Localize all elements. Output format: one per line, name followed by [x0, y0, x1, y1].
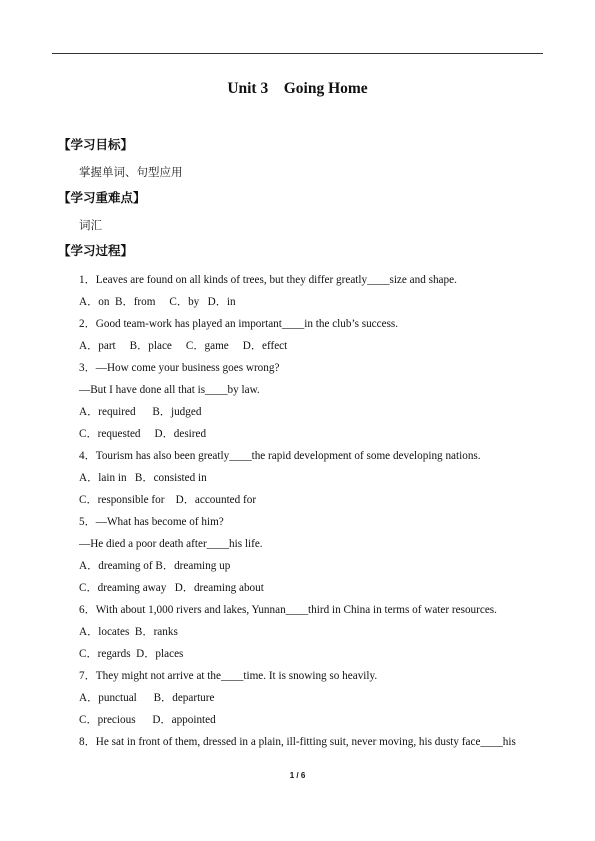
page-number: 1 / 6	[289, 771, 306, 780]
section-text-goals: 掌握单词、句型应用	[79, 165, 183, 179]
exercise-list	[79, 272, 516, 756]
exercise-line: A．required B．judged	[79, 406, 202, 418]
exercise-line: 7．They might not arrive at the____time. It is snowing so heavily.	[79, 670, 378, 682]
exercise-line: 6．With about 1,000 rivers and lakes, Yunnan____third in China in terms of water resources.	[79, 604, 497, 616]
exercise-line: C．responsible for D．accounted for	[79, 494, 257, 506]
header-rule	[52, 53, 543, 54]
section-heading-key-points: 【学习重难点】	[58, 190, 146, 205]
exercise-line: 1．Leaves are found on all kinds of trees, but they differ greatly____size and shape.	[79, 274, 457, 286]
exercise-line: 3．—How come your business goes wrong?	[79, 362, 280, 374]
exercise-line: C．regards D．places	[79, 648, 184, 660]
exercise-line: 4．Tourism has also been greatly____the rapid development of some developing nations.	[79, 450, 481, 462]
exercise-line: 8．He sat in front of them, dressed in a plain, ill-fitting suit, never moving, his dusty face____his	[79, 736, 516, 748]
exercise-line: —But I have done all that is____by law.	[79, 384, 260, 396]
exercise-line: 2．Good team-work has played an important____in the club’s success.	[79, 318, 399, 330]
exercise-line: A．locates B．ranks	[79, 626, 178, 638]
exercise-line: A．part B．place C．game D．effect	[79, 340, 288, 352]
exercise-line: A．dreaming of B．dreaming up	[79, 560, 231, 572]
exercise-line: C．dreaming away D．dreaming about	[79, 582, 264, 594]
exercise-line: C．precious D．appointed	[79, 714, 216, 726]
section-heading-process: 【学习过程】	[58, 243, 134, 258]
exercise-line: C．requested D．desired	[79, 428, 207, 440]
exercise-line: —He died a poor death after____his life.	[79, 538, 263, 550]
exercise-line: A．on B．from C．by D．in	[79, 296, 236, 308]
exercise-line: 5．—What has become of him?	[79, 516, 224, 528]
page-title: Unit 3 Going Home	[227, 80, 368, 97]
exercise-line: A．punctual B．departure	[79, 692, 215, 704]
section-heading-goals: 【学习目标】	[58, 137, 134, 152]
section-text-key-points: 词汇	[79, 218, 102, 232]
exercise-line: A．lain in B．consisted in	[79, 472, 207, 484]
